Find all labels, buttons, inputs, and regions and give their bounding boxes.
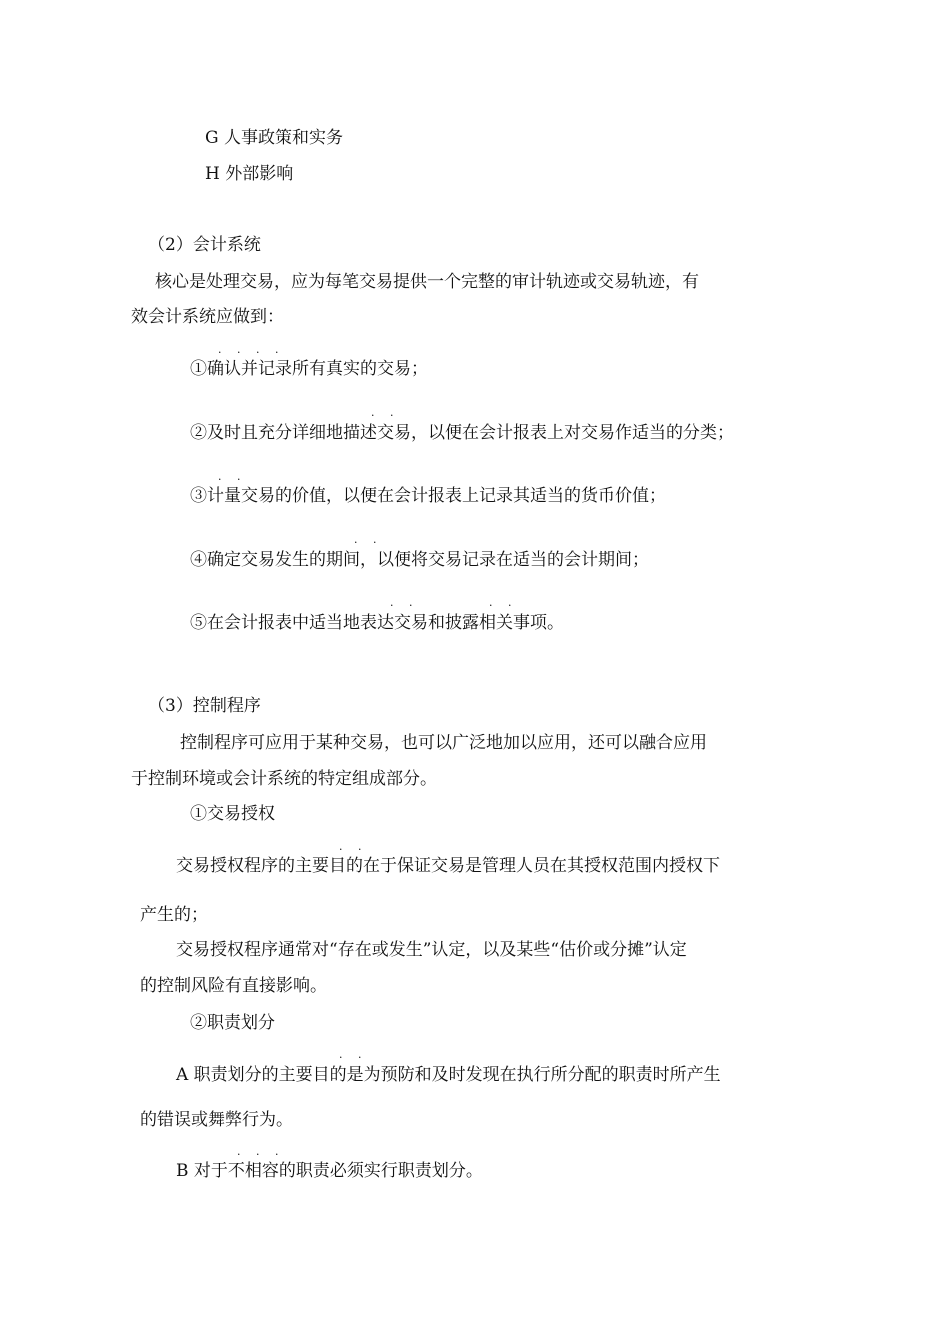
control-intro-line-1: 控制程序可应用于某种交易，也可以广泛地加以应用，还可以融合应用 (180, 733, 707, 753)
section-g-line: G 人事政策和实务 (205, 128, 343, 148)
authorization-heading: ①交易授权 (190, 804, 275, 824)
authorization-para-2-line-1: 交易授权程序通常对“存在或发生”认定，以及某些“估价或分摊”认定 (176, 940, 687, 960)
emphasis-dots: · · · · (218, 346, 285, 359)
accounting-item-4: ④确定交易发生的期间，以便将交易记录在适当的会计期间； (190, 550, 649, 570)
emphasis-dots: · · (390, 599, 419, 612)
authorization-para-1-line-1: 交易授权程序的主要目的在于保证交易是管理人员在其授权范围内授权下 (176, 856, 720, 876)
accounting-item-1: ①确认并记录所有真实的交易； (190, 359, 428, 379)
emphasis-dots: · · (218, 473, 247, 486)
emphasis-dots: · · (339, 1051, 368, 1064)
segregation-b-line: B 对于不相容的职责必须实行职责划分。 (176, 1161, 483, 1181)
accounting-item-2: ②及时且充分详细地描述交易，以便在会计报表上对交易作适当的分类； (190, 423, 734, 443)
accounting-intro-line-2: 效会计系统应做到： (131, 307, 284, 327)
emphasis-dots: · · (354, 536, 383, 549)
accounting-heading: （2）会计系统 (148, 235, 261, 255)
emphasis-dots: · · (371, 409, 400, 422)
control-heading: （3）控制程序 (148, 696, 261, 716)
emphasis-dots: · · (489, 599, 518, 612)
emphasis-dots: · · · (237, 1148, 285, 1161)
control-intro-line-2: 于控制环境或会计系统的特定组成部分。 (131, 769, 437, 789)
accounting-item-5: ⑤在会计报表中适当地表达交易和披露相关事项。 (190, 613, 564, 633)
segregation-a-line-2: 的错误或舞弊行为。 (140, 1110, 293, 1130)
authorization-para-2-line-2: 的控制风险有直接影响。 (140, 976, 327, 996)
emphasis-dots: · · (339, 843, 368, 856)
accounting-intro-line-1: 核心是处理交易，应为每笔交易提供一个完整的审计轨迹或交易轨迹，有 (155, 272, 699, 292)
segregation-heading: ②职责划分 (190, 1013, 275, 1033)
segregation-a-line-1: A 职责划分的主要目的是为预防和及时发现在执行所分配的职责时所产生 (176, 1065, 721, 1085)
section-h-line: H 外部影响 (205, 164, 294, 184)
accounting-item-3: ③计量交易的价值，以便在会计报表上记录其适当的货币价值； (190, 486, 666, 506)
authorization-para-1-line-2: 产生的； (140, 905, 208, 925)
